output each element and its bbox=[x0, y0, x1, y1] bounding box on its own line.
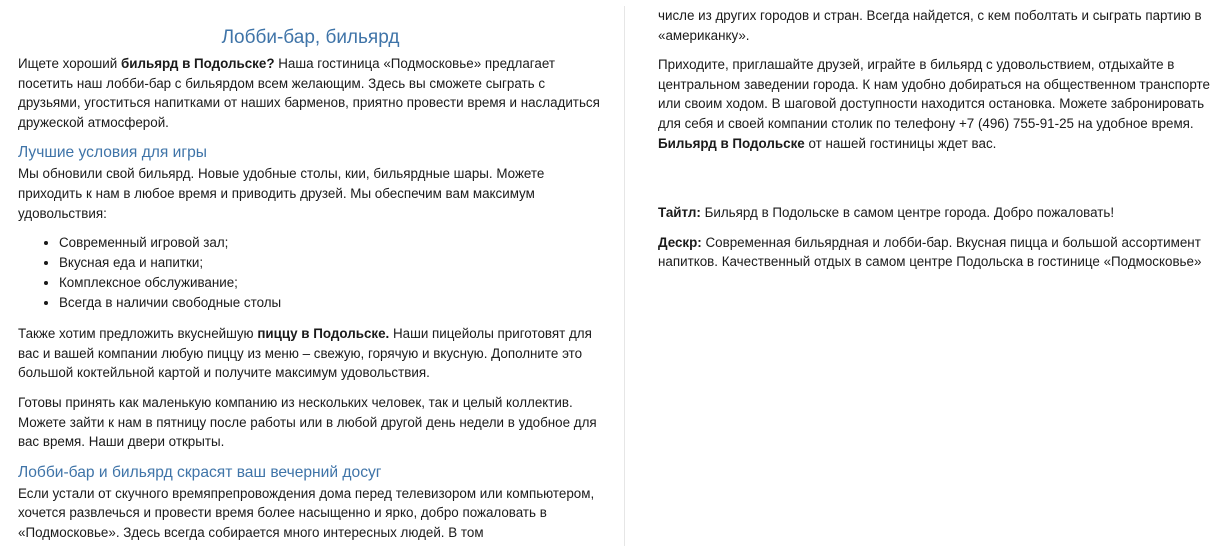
invite-keyword: Бильярд в Подольске bbox=[658, 135, 805, 151]
list-item: • Комплексное обслуживание; bbox=[59, 273, 603, 293]
invite-text-end: от нашей гостиницы ждет вас. bbox=[804, 135, 997, 151]
seo-title-text: Бильярд в Подольске в самом центре города. Добро пожаловать! bbox=[700, 205, 1115, 221]
pizza-text-start: Также хотим предложить вкуснейшую bbox=[18, 326, 258, 342]
list-item: • Современный игровой зал; bbox=[59, 233, 603, 253]
seo-title-label: Тайтл: bbox=[658, 205, 701, 221]
intro-paragraph bbox=[18, 54, 603, 132]
intro-text-start: Ищете хороший bbox=[18, 56, 121, 71]
features-list bbox=[18, 233, 603, 313]
invite-text-start: Приходите, приглашайте друзей, играйте в бильярд с удовольствием, отдыхайте в центральном заведении города. К нам удобно добираться на общественном транспорте или своим ходом. В шаговой доступности находится остановка. Можете забронировать для себя и своей компании столик по телефону +7 (496) 755-91-25 на удобное время. bbox=[658, 57, 1210, 131]
document-page-right bbox=[658, 6, 1225, 282]
intro-keyword: бильярд в Подольске? bbox=[120, 56, 275, 71]
list-item: • Всегда в наличии свободные столы bbox=[59, 293, 603, 313]
seo-description-label: Дескр: bbox=[658, 234, 702, 250]
spacer bbox=[658, 163, 1225, 203]
seo-title-line bbox=[658, 203, 1225, 223]
seo-description-line bbox=[658, 233, 1225, 272]
pizza-paragraph bbox=[18, 324, 603, 383]
section-heading-conditions: Лучшие условия для игры bbox=[18, 144, 207, 162]
pizza-text-end: Наши пицейолы приготовят для вас и вашей компании любую пиццу из меню – свежую, горячую и вкусную. Дополните это большой коктейльной картой и получите максимум удовольствия. bbox=[18, 326, 592, 381]
pizza-keyword: пиццу в Подольске. bbox=[257, 326, 390, 342]
document-page-left bbox=[18, 26, 603, 553]
seo-description-text: Современная бильярдная и лобби-бар. Вкусная пицца и большой ассортимент напитков. Качественный отдых в самом центре Подольска в гостинице «Подмосковье» bbox=[658, 234, 1202, 270]
section-heading-leisure: Лобби-бар и бильярд скрасят ваш вечерний досуг bbox=[18, 463, 382, 481]
conditions-paragraph: Мы обновили свой бильярд. Новые удобные столы, кии, бильярдные шары. Можете приходить к нам в любое время и приводить друзей. Мы обеспечим вам максимум удовольствия: bbox=[18, 166, 545, 221]
intro-text-end: Наша гостиница «Подмосковье» предлагает посетить наш лобби-бар с бильярдом всем желающим. Здесь вы сможете сыграть с друзьями, угоститься напитками от наших барменов, приятно провести время и насладиться дружеской атмосферой. bbox=[18, 56, 600, 130]
page-title: Лобби-бар, бильярд bbox=[221, 27, 400, 48]
company-paragraph: Готовы принять как маленькую компанию из нескольких человек, так и целый коллектив. Можете зайти к нам в пятницу после работы или в любой другой день недели в удобное для вас время. Наши двери открыты. bbox=[18, 394, 597, 450]
page-divider bbox=[624, 6, 625, 546]
invite-paragraph bbox=[658, 55, 1225, 153]
leisure-paragraph: Если устали от скучного времяпрепровождения дома перед телевизором или компьютером, хочется развлечься и провести время более насыщенно и ярко, добро пожаловать в «Подмосковье». Здесь всегда собирается много интересных людей. В том bbox=[18, 485, 595, 540]
list-item: • Вкусная еда и напитки; bbox=[59, 253, 603, 273]
continued-paragraph: числе из других городов и стран. Всегда найдется, с кем поболтать и сыграть партию в «американку». bbox=[658, 8, 1202, 43]
